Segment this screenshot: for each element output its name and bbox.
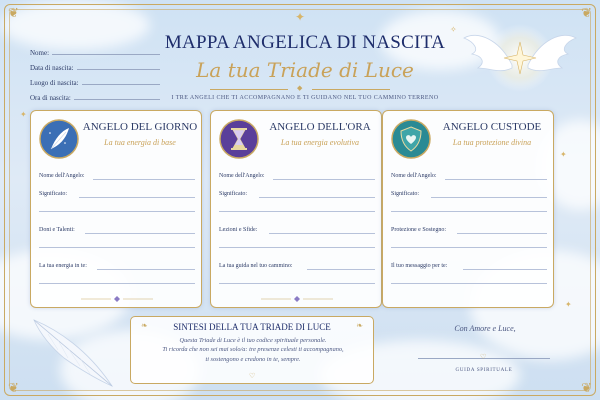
card-title: ANGELO DELL'ORA [269,121,371,133]
birthdate-label: Data di nascita: [30,64,74,72]
corner-ornament-icon: ❦ [581,380,592,395]
feather-decoration-icon [28,310,118,392]
divider [312,89,390,90]
card-angelo-giorno [30,110,202,308]
field-label: Nome dell'Angelo: [219,173,265,179]
ornament-icon [261,295,333,303]
synthesis-line: ti sostengono e credono in te, sempre. [205,355,301,363]
field-label: Doni e Talenti: [39,227,75,233]
synthesis-line: Questa Triade di Luce è il tuo codice spirituale personale. [179,337,327,344]
name-field[interactable] [30,42,160,57]
signature-label: GUIDA SPIRITUALE [455,368,513,373]
corner-ornament-icon: ❦ [581,5,592,20]
page-subtitle: La tua Triade di Luce [196,58,414,82]
heart-icon: ♡ [249,372,256,380]
corner-ornament-icon: ❦ [8,5,19,20]
star-icon: ✦ [560,150,567,159]
birthplace-label: Luogo di nascita: [30,79,79,87]
wing-ornament-icon: ❧ [141,321,148,330]
star-icon: ✧ [450,25,457,34]
field-label: Lezioni e Sfide: [219,227,258,233]
star-icon: ✦ [295,10,306,24]
star-icon: ✦ [20,110,27,119]
diamond-icon: ◆ [297,84,303,92]
birthdate-field[interactable] [30,57,160,72]
synthesis-text [143,336,363,364]
field-label: La tua guida nel tuo cammino: [219,263,293,269]
shield-heart-icon [391,119,431,159]
closing-text: Con Amore e Luce, [454,324,516,333]
ornament-icon [81,295,153,303]
card-angelo-custode [382,110,554,308]
field-label: Significato: [391,191,419,197]
card-subtitle: La tua energia di base [104,138,176,147]
birthtime-label: Ora di nascita: [30,94,71,102]
field-label: Significato: [39,191,67,197]
card-subtitle: La tua energia evolutiva [280,138,360,147]
star-icon: ✦ [565,300,572,309]
hourglass-icon [219,119,259,159]
synthesis-line: Ti ricorda che non sei mai solo/a: tre presenze celesti ti accompagnano, [162,346,344,354]
field-label: Nome dell'Angelo: [391,173,437,179]
name-label: Nome: [30,49,50,57]
synthesis-title: SINTESI DELLA TUA TRIADE DI LUCE [173,322,331,332]
page-title: MAPPA ANGELICA DI NASCITA [164,32,446,53]
field-label: Significato: [219,191,247,197]
birthtime-field[interactable] [30,87,160,102]
card-title: ANGELO DEL GIORNO [82,121,198,133]
divider [210,89,288,90]
card-title: ANGELO CUSTODE [442,121,542,133]
wing-ornament-icon: ❧ [356,321,363,330]
card-subtitle: La tua protezione divina [452,138,532,147]
birthplace-field[interactable] [30,72,160,87]
heart-icon: ♡ [480,353,487,361]
personal-info [30,42,160,102]
field-label: Protezione e Sostegno: [391,227,446,233]
field-label: La tua energia in te: [39,263,87,269]
feather-icon [39,119,79,159]
card-angelo-ora [210,110,382,308]
field-label: Il tuo messaggio per te: [391,263,448,269]
field-label: Nome dell'Angelo: [39,173,85,179]
corner-ornament-icon: ❦ [8,380,19,395]
angel-wings-icon [460,20,580,100]
synthesis-box [130,316,374,384]
tagline: I TRE ANGELI CHE TI ACCOMPAGNANO E TI GUIDANO NEL TUO CAMMINO TERRENO [171,95,439,101]
